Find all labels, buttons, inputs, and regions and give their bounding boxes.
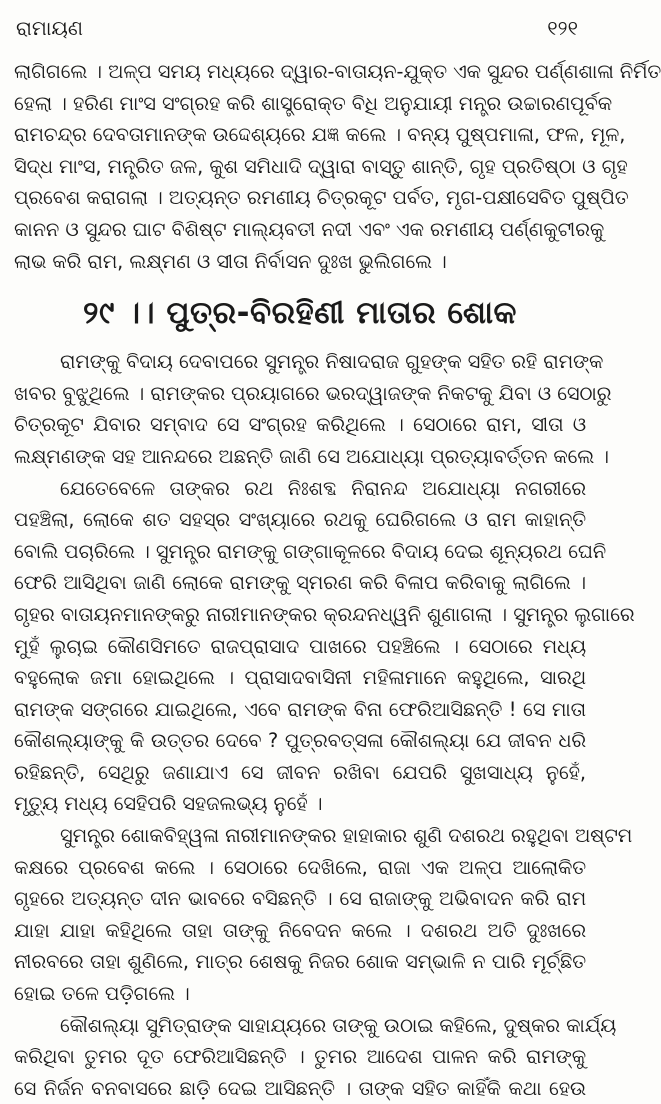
text-line: ମୁହଁ ଲୁଚାଇ କୌଣସିମତେ ରାଜପ୍ରାସାଦ ପାଖରେ ପହଞ୍ଚିଲେ । ସେଠାରେ ମଧ୍ୟ <box>14 634 586 658</box>
paragraph-2 <box>14 473 635 821</box>
text-line: ଲାଗିଗଲେ । ଅଳ୍ପ ସମୟ ମଧ୍ୟରେ ଦ୍ୱାର-ବାତାୟନ-ଯୁକ୍ତ ଏକ ସୁନ୍ଦର ପର୍ଣ୍ଣଶାଳା ନିର୍ମିତ <box>14 60 661 83</box>
text-line: ସେ ନିର୍ଜନ ବନବାସରେ ଛାଡ଼ି ଦେଇ ଆସିଛନ୍ତି । ତାଙ୍କ ସହିତ କାହିଁକି କଥା ହେଉ <box>14 1076 586 1100</box>
chapter-heading: ୨୯ ।। ପୁତ୍ର-ବିରହିଣୀ ମାତାର ଶୋକ <box>83 295 517 332</box>
text-line: ହୋଇ ତଳେ ପଡ଼ିଗଲେ । <box>14 982 190 1006</box>
text-line: ଫେରି ଆସିଥିବା ଜାଣି ଲୋକେ ରାମଙ୍କୁ ସ୍ମରଣ କରି ବିଳାପ କରିବାକୁ ଲାଗିଲେ । <box>14 571 586 595</box>
text-line: ଚିତ୍ରକୂଟ ଯିବାର ସମ୍ବାଦ ସେ ସଂଗ୍ରହ କରିଥିଲେ । ସେଠାରେ ରାମ, ସୀତା ଓ <box>14 413 586 437</box>
text-line: ଯାହା ଯାହା କହିଥିଲେ ତାହା ତାଙ୍କୁ ନିବେଦନ କଲେ । ଦଶରଥ ଅତି ଦୁଃଖରେ <box>14 918 586 942</box>
text-line: ଗୃହରେ ଅତ୍ୟନ୍ତ ଦୀନ ଭାବରେ ବସିଛନ୍ତି । ସେ ରାଜାଙ୍କୁ ଅଭିବାଦନ କରି ରାମ <box>14 887 586 911</box>
text-line: ସିଦ୍ଧ ମାଂସ, ମନ୍ତ୍ରିତ ଜଳ, କୁଶ ସମିଧାଦି ଦ୍ୱାରା ବାସ୍ତୁ ଶାନ୍ତି, ଗୃହ ପ୍ରତିଷ୍ଠା ଓ ଗୃହ <box>14 154 628 178</box>
running-header <box>14 0 586 56</box>
text-line: ଲକ୍ଷ୍ମଣଙ୍କ ସହ ଆନନ୍ଦରେ ଅଛନ୍ତି ଜାଣି ସେ ଅଯୋଧ୍ୟା ପ୍ରତ୍ୟାବର୍ତ୍ତନ କଲେ । <box>14 444 609 468</box>
text-line: କୌଶଲ୍ୟାଙ୍କୁ କି ଉତ୍ତର ଦେବେ ? ପୁତ୍ରବତ୍ସଳା କୌଶଲ୍ୟା ଯେ ଜୀବନ ଧରି <box>14 729 586 753</box>
text-line: ଗୃହର ବାତାୟନମାନଙ୍କରୁ ନାରୀମାନଙ୍କର କ୍ରନ୍ଦନଧ୍ୱନି ଶୁଣାଗଲା । ସୁମନ୍ତ୍ର ଲୁଗାରେ <box>14 602 635 626</box>
paragraph-1 <box>14 346 612 472</box>
text-line: ସୁମନ୍ତ୍ର ଶୋକବିହ୍ୱଳା ନାରୀମାନଙ୍କର ହାହାକାର ଶୁଣି ଦଶରଥ ରହୁଥିବା ଅଷ୍ଟମ <box>60 824 633 848</box>
text-line: ଖବର ବୁଝୁଥିଲେ । ରାମଙ୍କର ପ୍ରୟାଗରେ ଭରଦ୍ୱାଜଙ୍କ ନିକଟକୁ ଯିବା ଓ ସେଠାରୁ <box>14 381 612 405</box>
text-line: ହେଲା । ହରିଣ ମାଂସ ସଂଗ୍ରହ କରି ଶାସ୍ତ୍ରୋକ୍ତ ବିଧି ଅନୁଯାୟୀ ମନ୍ତ୍ର ଉଚ୍ଚାରଣପୂର୍ବକ <box>14 91 612 115</box>
book-title: ରାମାୟଣ <box>16 16 84 40</box>
text-line: ବୋଲି ପଚାରିଲେ । ସୁମନ୍ତ୍ର ରାମଙ୍କୁ ଗଙ୍ଗାକୂଳରେ ବିଦାୟ ଦେଇ ଶୂନ୍ୟରଥ ଘେନି <box>14 539 607 563</box>
page-number: ୧୨୧ <box>547 16 578 40</box>
text-line: ରାମଙ୍କ ସଙ୍ଗରେ ଯାଇଥିଲେ, ଏବେ ରାମଙ୍କ ବିନା ଫେରିଆସିଛନ୍ତି ! ସେ ମାତା <box>14 697 586 721</box>
text-line: ପ୍ରବେଶ କରାଗଲା । ଅତ୍ୟନ୍ତ ରମଣୀୟ ଚିତ୍ରକୂଟ ପର୍ବତ, ମୃଗ-ପକ୍ଷୀସେବିତ ପୁଷ୍ପିତ <box>14 186 629 210</box>
text-line: ନୀରବରେ ତାହା ଶୁଣିଲେ, ମାତ୍ର ଶେଷକୁ ନିଜର ଶୋକ ସମ୍ଭାଳି ନ ପାରି ମୂର୍ଚ୍ଛିତ <box>14 950 586 974</box>
text-line: ଲାଭ କରି ରାମ, ଲକ୍ଷ୍ମଣ ଓ ସୀତା ନିର୍ବାସନ ଦୁଃଖ ଭୁଲିଗଲେ । <box>14 249 447 273</box>
text-line: ବହୁଲୋକ ଜମା ହୋଇଥିଲେ । ପ୍ରାସାଦବାସିନୀ ମହିଳାମାନେ କହୁଥିଲେ, ସାରଥି <box>14 666 586 690</box>
text-line: ମୃତ୍ୟୁ ମଧ୍ୟ ସେହିପରି ସହଜଲଭ୍ୟ ନୁହେଁ । <box>14 792 323 816</box>
paragraph-4 <box>14 1010 617 1104</box>
text-line: ରାମଙ୍କୁ ବିଦାୟ ଦେବାପରେ ସୁମନ୍ତ୍ର ନିଷାଦରାଜ ଗୁହଙ୍କ ସହିତ ରହି ରାମଙ୍କ <box>60 350 604 374</box>
text-line: ରାମଚନ୍ଦ୍ର ଦେବତାମାନଙ୍କ ଉଦ୍ଦେଶ୍ୟରେ ଯଜ୍ଞ କଲେ । ବନ୍ୟ ପୁଷ୍ପମାଳା, ଫଳ, ମୂଳ, <box>14 123 626 147</box>
text-line: କାନନ ଓ ସୁନ୍ଦର ଘାଟ ବିଶିଷ୍ଟ ମାଲ୍ୟବତୀ ନଦୀ ଏବଂ ଏକ ରମଣୀୟ ପର୍ଣ୍ଣକୁଟୀରକୁ <box>14 217 605 241</box>
text-line: ଯେତେବେଳେ ତାଙ୍କର ରଥ ନିଃଶବ୍ଦ ନିରାନନ୍ଦ ଅଯୋଧ୍ୟା ନଗରୀରେ <box>60 476 586 500</box>
text-line: ରହିଛନ୍ତି, ସେଥିରୁ ଜଣାଯାଏ ସେ ଜୀବନ ରଖିବା ଯେପରି ସୁଖସାଧ୍ୟ ନୁହେଁ, <box>14 760 586 784</box>
text-line: କୌଶଲ୍ୟା ସୁମିତ୍ରାଙ୍କ ସାହାଯ୍ୟରେ ତାଙ୍କୁ ଉଠାଇ କହିଲେ, ଦୁଷ୍କର କାର୍ଯ୍ୟ <box>60 1013 617 1037</box>
text-line: କରିଥିବା ତୁମର ଦୂତ ଫେରିଆସିଛନ୍ତି । ତୁମର ଆଦେଶ ପାଳନ କରି ରାମଙ୍କୁ <box>14 1045 586 1069</box>
continued-paragraph <box>14 56 661 277</box>
text-line: ପହଞ୍ଚିଲା, ଲୋକେ ଶତ ସହସ୍ର ସଂଖ୍ୟାରେ ରଥକୁ ଘେରିଗଲେ ଓ ରାମ କାହାନ୍ତି <box>14 508 586 532</box>
paragraph-3 <box>14 820 633 1010</box>
text-line: କକ୍ଷରେ ପ୍ରବେଶ କଲେ । ସେଠାରେ ଦେଖିଲେ, ରାଜା ଏକ ଅଳ୍ପ ଆଲୋକିତ <box>14 855 586 879</box>
